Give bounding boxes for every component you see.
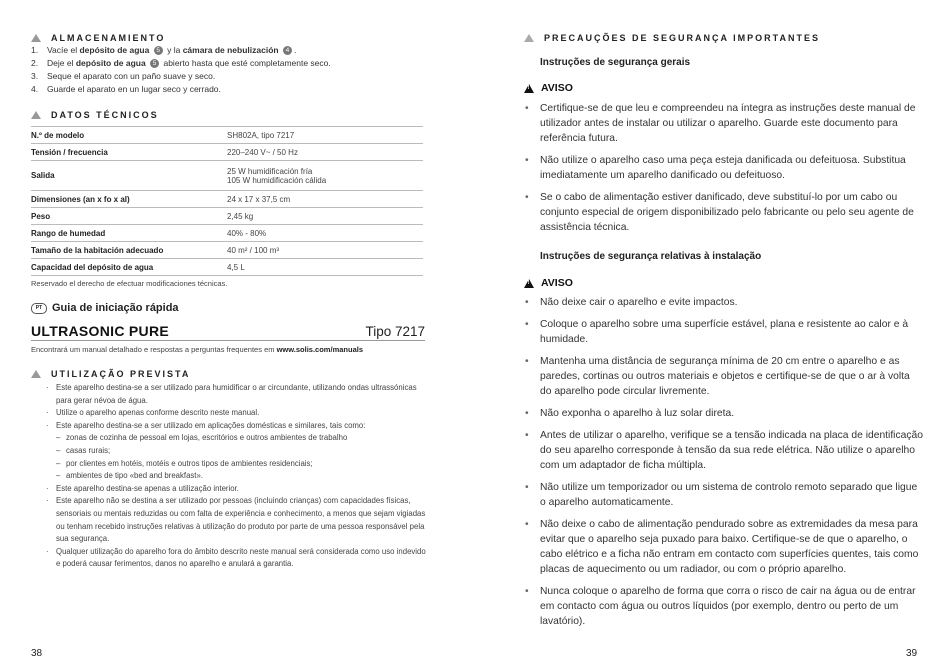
general-safety-title: Instruções de segurança gerais	[540, 57, 691, 68]
table-row: Dimensiones (an x fo x al) 24 x 17 x 37,5 cm	[31, 191, 423, 208]
list-item: • Não deixe o cabo de alimentação pendurado sobre as extremidades da mesa para evitar que o aparelho seja puxado para baixo. Certifique-se de que o aparelho, o cabo elétrico e a ficha não entram em contacto com superfícies quentes, tais como placas de aquecimento ou um radiador, ou com o próprio aparelho.	[524, 517, 924, 577]
storage-steps	[31, 44, 451, 96]
specs-heading: DATOS TÉCNICOS	[31, 110, 159, 120]
list-item: · Qualquer utilização do aparelho fora do âmbito descrito neste manual será considerada como uso indevido e poderá causar ferimentos, danos no aparelho e anulará a garantia.	[46, 546, 426, 571]
table-row: Peso 2,45 kg	[31, 208, 423, 225]
list-item: • Antes de utilizar o aparelho, verifique se a tensão indicada na placa de identificação do seu aparelho corresponde à tensão da sua rede elétrica. Não utilize o aparelho com um adaptador de ficha múltipla.	[524, 428, 924, 473]
number-badge: 5	[150, 59, 159, 68]
language-badge: PT	[31, 303, 47, 314]
table-row: Rango de humedad 40% - 80%	[31, 225, 423, 242]
list-item: · Este aparelho destina-se a ser utilizado em aplicações domésticas e similares, tais como:	[46, 420, 426, 433]
warning-label: ! AVISO	[524, 277, 573, 289]
safety-heading: PRECAUÇÕES DE SEGURANÇA IMPORTANTES	[524, 33, 820, 43]
storage-heading: ALMACENAMIENTO	[31, 33, 165, 43]
manual-link[interactable]: www.solis.com/manuals	[276, 345, 363, 354]
specs-note: Reservado el derecho de efectuar modificaciones técnicas.	[31, 279, 228, 288]
list-item: · Este aparelho não se destina a ser utilizado por pessoas (incluindo crianças) com capacidades físicas, sensoriais ou mentais reduzidas ou com falta de experiência e conhecimento, a menos que sejam vigiadas ou tenham recebido instruções relativas à utilização do produto por parte de uma pessoa responsável pela sua segurança.	[46, 495, 426, 545]
list-item: · Utilize o aparelho apenas conforme descrito neste manual.	[46, 407, 426, 420]
page-number-left: 38	[31, 648, 43, 659]
list-item: – por clientes em hotéis, motéis e outros tipos de ambientes residenciais;	[46, 458, 426, 471]
triangle-icon	[31, 370, 41, 378]
table-row: Salida 25 W humidificación fría 105 W humidificación cálida	[31, 161, 423, 191]
table-row: Tamaño de la habitación adecuado 40 m² / 100 m³	[31, 242, 423, 259]
quick-start-title: PT Guia de iniciação rápida	[31, 302, 179, 314]
table-row: Capacidad del depósito de agua 4,5 L	[31, 259, 423, 276]
table-row: Tensión / frecuencia 220–240 V~ / 50 Hz	[31, 144, 423, 161]
manual-note: Encontrará um manual detalhado e respostas a perguntas frequentes em www.solis.com/manuals	[31, 345, 363, 354]
list-item: – casas rurais;	[46, 445, 426, 458]
warning-icon	[524, 279, 534, 288]
storage-step: 3. Seque el aparato con un paño suave y seco.	[31, 71, 216, 81]
table-row: N.º de modelo SH802A, tipo 7217	[31, 127, 423, 144]
page-number-right: 39	[906, 648, 918, 659]
list-item: • Não exponha o aparelho à luz solar direta.	[524, 406, 924, 421]
list-item: • Certifique-se de que leu e compreendeu na íntegra as instruções deste manual de utilizador antes de instalar ou utilizar o aparelho. Guarde este documento para referência futura.	[524, 101, 924, 146]
product-header	[31, 323, 425, 339]
list-item: • Nunca coloque o aparelho de forma que corra o risco de cair na água ou de entrar em contacto com água ou outros líquidos (por exemplo, dentro ou perto de um lavatório).	[524, 584, 924, 629]
triangle-icon	[31, 111, 41, 119]
list-item: · Este aparelho destina-se apenas a utilização interior.	[46, 483, 426, 496]
list-item: • Não utilize o aparelho caso uma peça esteja danificada ou defeituosa. Substitua imediatamente um aparelho danificado ou defeituoso.	[524, 153, 924, 183]
triangle-icon	[31, 34, 41, 42]
storage-step: 4. Guarde el aparato en un lugar seco y cerrado.	[31, 84, 221, 94]
number-badge: 5	[154, 46, 163, 55]
list-item: • Se o cabo de alimentação estiver danificado, deve substituí-lo por um cabo ou conjunto especial de origem disponibilizado pelo fabricante ou pelo seu agente de assistência técnica.	[524, 190, 924, 235]
list-item: – ambientes de tipo «bed and breakfast».	[46, 470, 426, 483]
warning-icon	[524, 84, 534, 93]
installation-safety-list	[524, 295, 924, 636]
list-item: • Mantenha uma distância de segurança mínima de 20 cm entre o aparelho e as paredes, cortinas ou outros materiais e objetos e certifique-se de que o ar à volta do aparelho pode circular livremente.	[524, 354, 924, 399]
list-item: · Este aparelho destina-se a ser utilizado para humidificar o ar circundante, utilizando ondas ultrassónicas para gerar névoa de água.	[46, 382, 426, 407]
intended-use-heading: UTILIZAÇÃO PREVISTA	[31, 369, 190, 379]
divider	[31, 340, 425, 341]
product-type: Tipo 7217	[365, 324, 425, 339]
product-name: ULTRASONIC PURE	[31, 323, 170, 339]
list-item: – zonas de cozinha de pessoal em lojas, escritórios e outros ambientes de trabalho	[46, 432, 426, 445]
specs-table	[31, 126, 423, 276]
installation-safety-title: Instruções de segurança relativas à instalação	[540, 251, 762, 262]
intended-use-list	[46, 382, 426, 571]
warning-label: ! AVISO	[524, 82, 573, 94]
general-safety-list	[524, 101, 924, 242]
list-item: • Não deixe cair o aparelho e evite impactos.	[524, 295, 924, 310]
storage-step: 2. Deje el depósito de agua 5 abierto hasta que esté completamente seco.	[31, 58, 331, 68]
triangle-icon	[524, 34, 534, 42]
storage-step: 1. Vacíe el depósito de agua 5 y la cámara de nebulización 4 .	[31, 45, 297, 55]
list-item: • Não utilize um temporizador ou um sistema de controlo remoto separado que ligue o aparelho automaticamente.	[524, 480, 924, 510]
number-badge: 4	[283, 46, 292, 55]
list-item: • Coloque o aparelho sobre uma superfície estável, plana e resistente ao calor e à humidade.	[524, 317, 924, 347]
